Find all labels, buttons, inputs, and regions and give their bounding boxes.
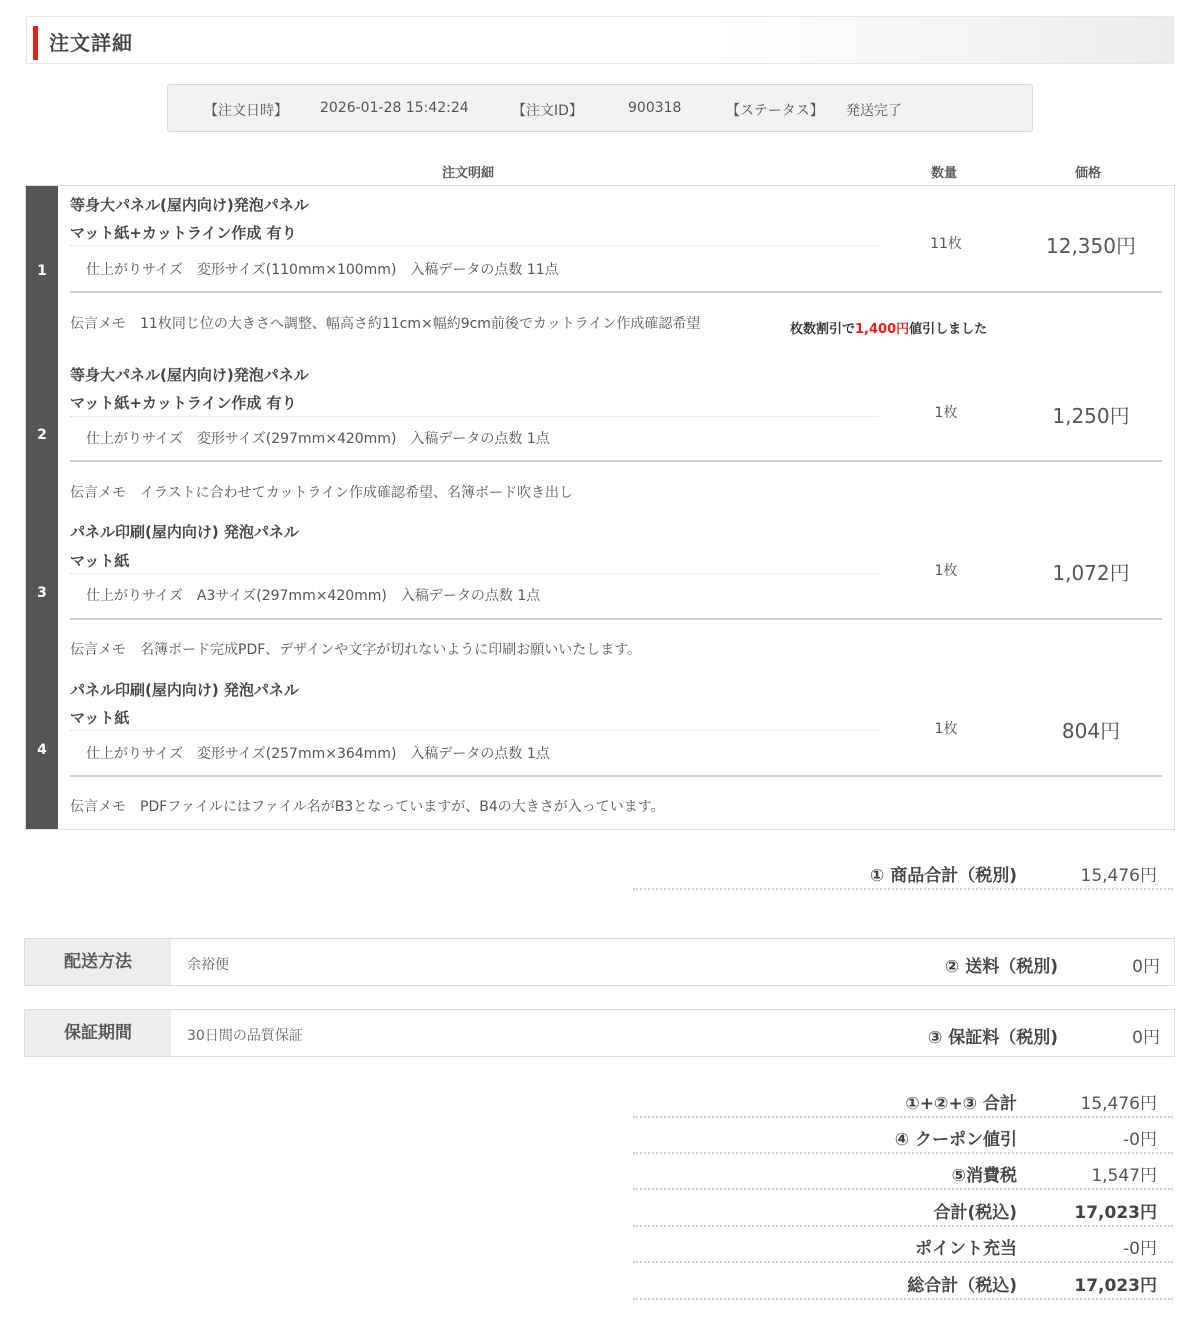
item-number-stripe: [26, 186, 58, 829]
grand-total-row: [633, 1268, 1173, 1300]
item-spec: 仕上がりサイズ 変形サイズ(297mm×420mm) 入稿データの点数 1点: [86, 431, 550, 447]
points-value: -0円: [1123, 1239, 1157, 1259]
item-spec: 仕上がりサイズ A3サイズ(297mm×420mm) 入稿データの点数 1点: [86, 588, 541, 604]
total-label: ①+②+③ 合計: [905, 1094, 1017, 1114]
item-number: 4: [37, 742, 47, 758]
item-qty: 1枚: [934, 405, 958, 421]
page-title: 注文詳細: [49, 31, 133, 55]
points-label: ポイント充当: [915, 1239, 1017, 1259]
total-value: 15,476円: [1080, 1094, 1157, 1114]
item-price: 804円: [1061, 719, 1121, 743]
item-qty: 11枚: [930, 236, 962, 252]
item-separator: [70, 618, 1162, 620]
warranty-value: 30日間の品質保証: [187, 1028, 303, 1044]
item-product-option: マット紙+カットライン作成 有り: [70, 394, 297, 412]
shipping-fee-value: 0円: [1132, 957, 1160, 977]
item-product-option: マット紙: [70, 552, 130, 570]
shipping-method-box: [24, 938, 1175, 986]
subtotal-label: ① 商品合計（税別): [869, 866, 1017, 886]
item-price: 1,250円: [1052, 404, 1130, 428]
discount-prefix: 枚数割引で: [790, 322, 856, 337]
order-id-value: 900318: [628, 100, 682, 116]
order-items-table: [25, 185, 1175, 830]
total-incl-tax-row: [633, 1195, 1173, 1227]
discount-note: [790, 318, 987, 337]
item-divider: [70, 416, 878, 417]
warranty-fee-value: 0円: [1132, 1028, 1160, 1048]
order-info-box: [167, 84, 1033, 132]
shipping-fee-label: ② 送料（税別): [944, 957, 1058, 977]
item-qty: 1枚: [934, 721, 958, 737]
item-qty: 1枚: [934, 563, 958, 579]
discount-amount: 1,400円: [855, 322, 910, 337]
points-row: [633, 1231, 1173, 1263]
order-status-value: 発送完了: [846, 103, 902, 119]
coupon-label: ④ クーポン値引: [894, 1130, 1017, 1150]
item-divider: [70, 730, 878, 731]
subtotal-value: 15,476円: [1080, 866, 1157, 886]
item-product-name: パネル印刷(屋内向け) 発泡パネル: [70, 523, 299, 541]
item-product-name: パネル印刷(屋内向け) 発泡パネル: [70, 681, 299, 699]
item-product-option: マット紙+カットライン作成 有り: [70, 224, 297, 242]
page-header: [26, 16, 1174, 64]
tax-value: 1,547円: [1091, 1166, 1157, 1186]
item-product-option: マット紙: [70, 709, 130, 727]
item-number: 3: [37, 585, 47, 601]
warranty-key: 保証期間: [25, 1010, 171, 1056]
item-price: 1,072円: [1052, 561, 1130, 585]
subtotal-row: [633, 858, 1173, 890]
order-id-label: 【注文ID】: [512, 103, 583, 119]
order-status-label: 【ステータス】: [726, 103, 824, 119]
warranty-fee-label: ③ 保証料（税別): [927, 1028, 1058, 1048]
header-accent-bar: [33, 26, 38, 60]
shipping-method-value: 余裕便: [187, 957, 229, 973]
column-header-price: 価格: [1075, 166, 1102, 181]
coupon-value: -0円: [1123, 1130, 1157, 1150]
coupon-row: [633, 1122, 1173, 1154]
item-spec: 仕上がりサイズ 変形サイズ(110mm×100mm) 入稿データの点数 11点: [86, 262, 559, 278]
column-header-details: 注文明細: [442, 166, 495, 181]
item-product-name: 等身大パネル(屋内向け)発泡パネル: [70, 366, 309, 384]
shipping-method-key: 配送方法: [25, 939, 171, 985]
item-divider: [70, 245, 878, 246]
grand-total-value: 17,023円: [1074, 1276, 1157, 1296]
total-incl-tax-label: 合計(税込): [933, 1203, 1017, 1223]
item-number: 2: [37, 427, 47, 443]
item-price: 12,350円: [1046, 234, 1136, 258]
item-memo: 伝言メモ 11枚同じ位の大きさへ調整、幅高さ約11cm×幅約9cm前後でカットライン作成確認希望: [70, 316, 701, 332]
order-date-label: 【注文日時】: [204, 103, 288, 119]
warranty-box: [24, 1009, 1175, 1057]
discount-suffix: 値引しました: [909, 322, 988, 337]
item-divider: [70, 573, 878, 574]
total-incl-tax-value: 17,023円: [1074, 1203, 1157, 1223]
item-spec: 仕上がりサイズ 変形サイズ(257mm×364mm) 入稿データの点数 1点: [86, 746, 550, 762]
order-date-value: 2026-01-28 15:42:24: [320, 100, 469, 116]
item-separator: [70, 460, 1162, 462]
item-memo: 伝言メモ イラストに合わせてカットライン作成確認希望、名簿ボード吹き出し: [70, 485, 574, 501]
item-memo: 伝言メモ PDFファイルにはファイル名がB3となっていますが、B4の大きさが入っています。: [70, 799, 665, 815]
tax-row: [633, 1158, 1173, 1190]
item-memo: 伝言メモ 名簿ボード完成PDF、デザインや文字が切れないように印刷お願いいたします。: [70, 642, 642, 658]
item-separator: [70, 775, 1162, 777]
item-number: 1: [37, 263, 47, 279]
tax-label: ⑤消費税: [951, 1166, 1017, 1186]
item-product-name: 等身大パネル(屋内向け)発泡パネル: [70, 196, 309, 214]
item-separator: [70, 291, 1162, 293]
column-header-qty: 数量: [931, 166, 958, 181]
grand-total-label: 総合計（税込): [907, 1276, 1017, 1296]
total-row: [633, 1086, 1173, 1118]
